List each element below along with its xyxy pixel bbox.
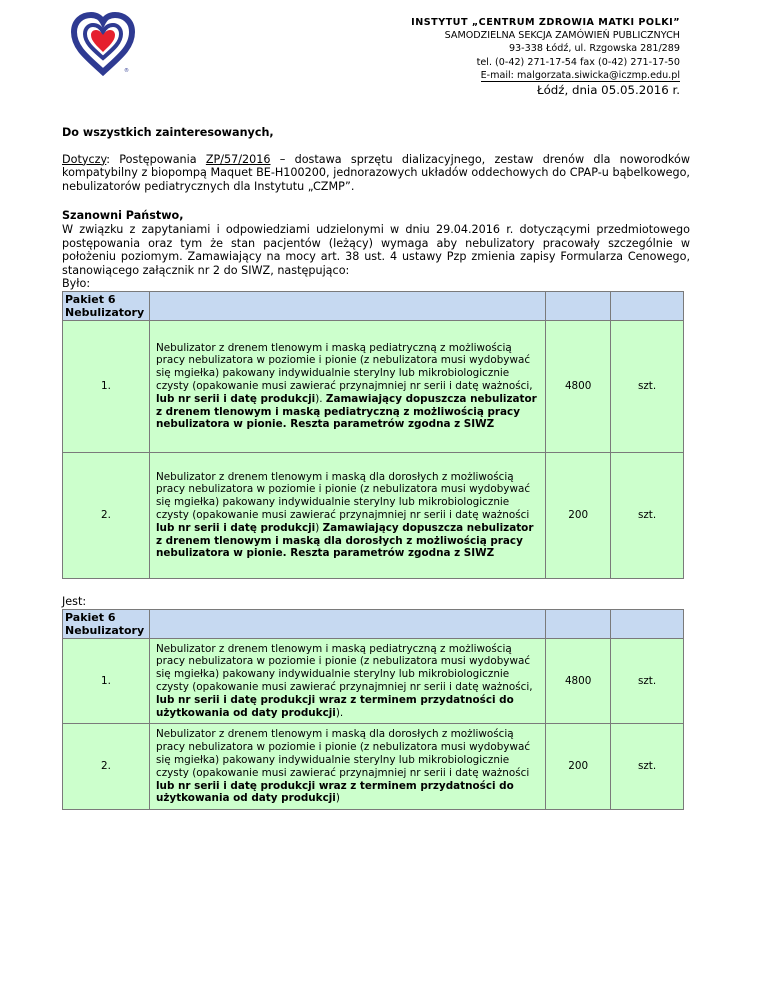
svg-text:®: ®: [124, 68, 129, 74]
row-quantity: 200: [546, 452, 611, 578]
subject-text: – dostawa sprzętu dializacyjnego, zestaw drenów dla noworodków kompatybilny z biopompą Maquet BE-H100200, jednorazowych układów oddechowych do CPAP-u bąbelkowego, nebulizatorów pediatrycznych dla Instytutu „CZMP”.: [62, 152, 690, 193]
desc-bold: lub nr serii i datę produkcji wraz z terminem przydatności do użytkowania od daty produkcji: [155, 693, 514, 719]
desc-bold: lub nr serii i datę produkcji: [155, 521, 316, 534]
is-table: [62, 609, 684, 811]
was-label: Było:: [62, 277, 91, 291]
row-number: 2.: [63, 452, 150, 578]
desc-end: ).: [335, 706, 344, 719]
body-paragraph: W związku z zapytaniami i odpowiedziami udzielonymi w dniu 29.04.2016 r. dotyczącymi przedmiotowego postępowania oraz tym że stan pacjentów (leżący) wymaga aby nebulizatory pracowały szczególnie w położeniu poziomym. Zamawiający na mocy art. 38 ust. 4 ustawy Pzp zmienia zapisy Formularza Cenowego, stanowiącego załącznik nr 2 do SIWZ, następująco:: [62, 222, 690, 277]
email-link[interactable]: E-mail: malgorzata.siwicka@iczmp.edu.pl: [480, 69, 680, 81]
row-description: [149, 724, 545, 810]
desc-text: Nebulizator z drenem tlenowym i maską dla dorosłych z możliwością pracy nebulizatora w poziomie i pionie (z nebulizatora musi wydobywać się mgiełka) pakowany indywidualnie sterylny lub mikrobiologicznie czysty (opakowanie musi zawierać przynajmniej nr serii i datę ważności: [155, 728, 531, 779]
table-row: [63, 638, 684, 724]
is-table-header: [63, 609, 150, 638]
header-cell: [149, 609, 545, 638]
desc-text: Nebulizator z drenem tlenowym i maską dla dorosłych z możliwością pracy nebulizatora w poziomie i pionie (z nebulizatora musi wydobywać się mgiełka) pakowany indywidualnie sterylny lub mikrobiologicznie czysty (opakowanie musi zawierać przynajmniej nr serii i datę ważności: [155, 470, 531, 522]
header-cell: [149, 291, 545, 320]
row-unit: szt.: [611, 320, 684, 452]
desc-end: ): [335, 792, 340, 805]
letter-body: [62, 126, 690, 810]
table-row: [63, 724, 684, 810]
was-table: [62, 291, 684, 579]
desc-bold: lub nr serii i datę produkcji: [155, 392, 316, 405]
desc-bold: lub nr serii i datę produkcji wraz z terminem przydatności do użytkowania od daty produkcji: [155, 779, 514, 805]
is-label: Jest:: [62, 594, 87, 608]
letter-date: Łódź, dnia 05.05.2016 r.: [536, 83, 680, 98]
table-row: [63, 320, 684, 452]
header-cell: [546, 291, 611, 320]
table-row: [63, 452, 684, 578]
desc-bold-note: Zamawiający dopuszcza nebulizator z drenem tlenowym i maską dla dorosłych z możliwością pracy nebulizatora w pionie. Reszta parametrów zgodna z SIWZ: [155, 521, 534, 560]
institute-name: INSTYTUT „CENTRUM ZDROWIA MATKI POLKI”: [411, 17, 680, 28]
row-description: [149, 320, 545, 452]
package-name: Nebulizatory: [65, 623, 145, 637]
header-cell: [611, 291, 684, 320]
row-description: [149, 452, 545, 578]
desc-text: Nebulizator z drenem tlenowym i maską pediatryczną z możliwością pracy nebulizatora w poziomie i pionie (z nebulizatora musi wydobywać się mgiełka) pakowany indywidualnie sterylny lub mikrobiologicznie czysty (opakowanie musi zawierać przynajmniej nr serii i datę ważności,: [155, 341, 533, 393]
row-quantity: 200: [546, 724, 611, 810]
row-unit: szt.: [611, 638, 684, 724]
row-number: 1.: [63, 320, 150, 452]
row-description: [149, 638, 545, 724]
package-label: Pakiet 6: [65, 610, 116, 624]
desc-mid: ): [315, 521, 323, 534]
subject-pre: : Postępowania: [106, 152, 206, 166]
address: 93-338 Łódź, ul. Rzgowska 281/289: [508, 43, 680, 55]
case-reference: ZP/57/2016: [205, 152, 271, 166]
salutation: Szanowni Państwo,: [62, 209, 184, 223]
letterhead: [411, 16, 680, 97]
package-label: Pakiet 6: [65, 292, 116, 306]
desc-text: Nebulizator z drenem tlenowym i maską pediatryczną z możliwością pracy nebulizatora w poziomie i pionie (z nebulizatora musi wydobywać się mgiełka) pakowany indywidualnie sterylny lub mikrobiologicznie czysty (opakowanie musi zawierać przynajmniej nr serii i datę ważności,: [155, 642, 533, 693]
package-name: Nebulizatory: [65, 305, 145, 319]
row-unit: szt.: [611, 452, 684, 578]
row-number: 2.: [63, 724, 150, 810]
heart-logo-icon: [70, 12, 136, 76]
subject-paragraph: [62, 153, 690, 194]
row-quantity: 4800: [546, 638, 611, 724]
row-quantity: 4800: [546, 320, 611, 452]
phone-fax: tel. (0-42) 271-17-54 fax (0-42) 271-17-50: [476, 56, 680, 68]
greeting: Do wszystkich zainteresowanych,: [62, 126, 274, 139]
subject-label: Dotyczy: [62, 152, 107, 166]
header-cell: [611, 609, 684, 638]
desc-bold-note: Zamawiający dopuszcza nebulizator z drenem tlenowym i maską pediatryczną z możliwością pracy nebulizatora w pionie. Reszta parametrów zgodna z SIWZ: [155, 392, 537, 431]
header-cell: [546, 609, 611, 638]
was-table-header: [63, 291, 150, 320]
row-unit: szt.: [611, 724, 684, 810]
desc-mid: ).: [315, 392, 326, 405]
row-number: 1.: [63, 638, 150, 724]
department-name: SAMODZIELNA SEKCJA ZAMÓWIEŃ PUBLICZNYCH: [444, 30, 680, 42]
